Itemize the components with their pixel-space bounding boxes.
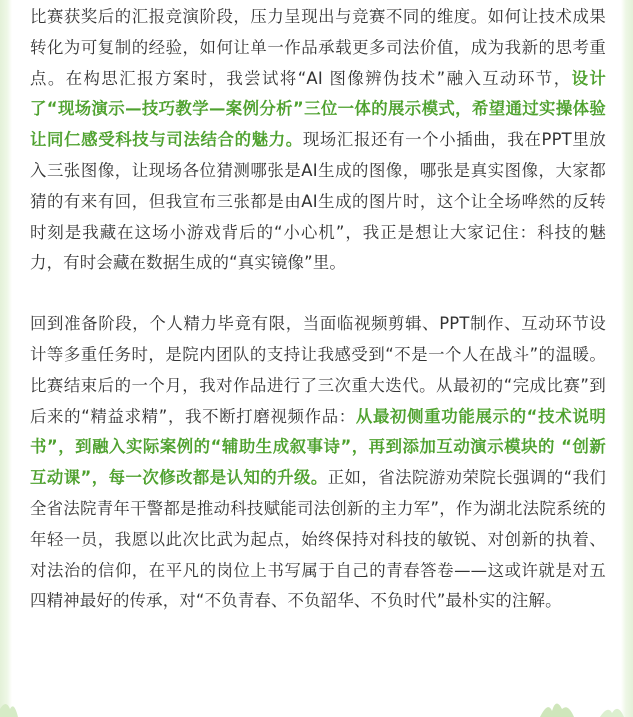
paragraph-preparation-stage bbox=[30, 309, 606, 617]
text-segment: 回到准备阶段，个人精力毕竟有限，当面临视频剪辑、PPT制作、互动环节设计等多重任务时，是院内团队的支持让我感受到“不是一个人在战斗”的温暖。比赛结束后的一个月，我对作品进行了三次重大迭代。从最初的“完成比赛”到后来的“精益求精”，我不断打磨视频作品： bbox=[30, 314, 606, 426]
paragraph-report-stage bbox=[30, 0, 606, 279]
right-decorative-border bbox=[621, 0, 633, 717]
text-segment: 比赛获奖后的汇报竞演阶段，压力呈现出与竞赛不同的维度。如何让技术成果转化为可复制的经验，如何让单一作品承载更多司法价值，成为我新的思考重点。在构思汇报方案时，我尝试将“AI 图像辨伪技术”融入互动环节， bbox=[30, 7, 606, 88]
article-body bbox=[30, 0, 606, 617]
highlighted-text-segment: 设计了“现场演示—技巧教学—案例分析”三位一体的展示模式，希望通过实操体验让同仁感受科技与司法结合的魅力。 bbox=[30, 68, 607, 150]
text-segment: 现场汇报还有一个小插曲，我在PPT里放入三张图像，让现场各位猜测哪张是AI生成的图像，哪张是真实图像，大家都猜的有来有回，但我宣布三张都是由AI生成的图片时，这个让全场哗然的反转时刻是我藏在这场小游戏背后的“小心机”，我正是想让大家记住：科技的魅力，有时会藏在数据生成的“真实镜像”里。 bbox=[30, 130, 606, 273]
grass-decoration bbox=[0, 695, 633, 717]
highlighted-text-segment: 从最初侧重功能展示的“技术说明书”，到融入实际案例的“辅助生成叙事诗”，再到添加互动演示模块的 “创新互动课”，每一次修改都是认知的升级。 bbox=[30, 406, 606, 488]
left-decorative-border bbox=[0, 0, 12, 717]
text-segment: 正如，省法院游劝荣院长强调的“我们全省法院青年干警都是推动科技赋能司法创新的主力军”，作为湖北法院系统的年轻一员，我愿以此次比武为起点，始终保持对科技的敏锐、对创新的执着、对法治的信仰，在平凡的岗位上书写属于自己的青春答卷——这或许就是对五四精神最好的传承，对“不负青春、不负韶华、不负时代”最朴实的注解。 bbox=[30, 468, 607, 611]
